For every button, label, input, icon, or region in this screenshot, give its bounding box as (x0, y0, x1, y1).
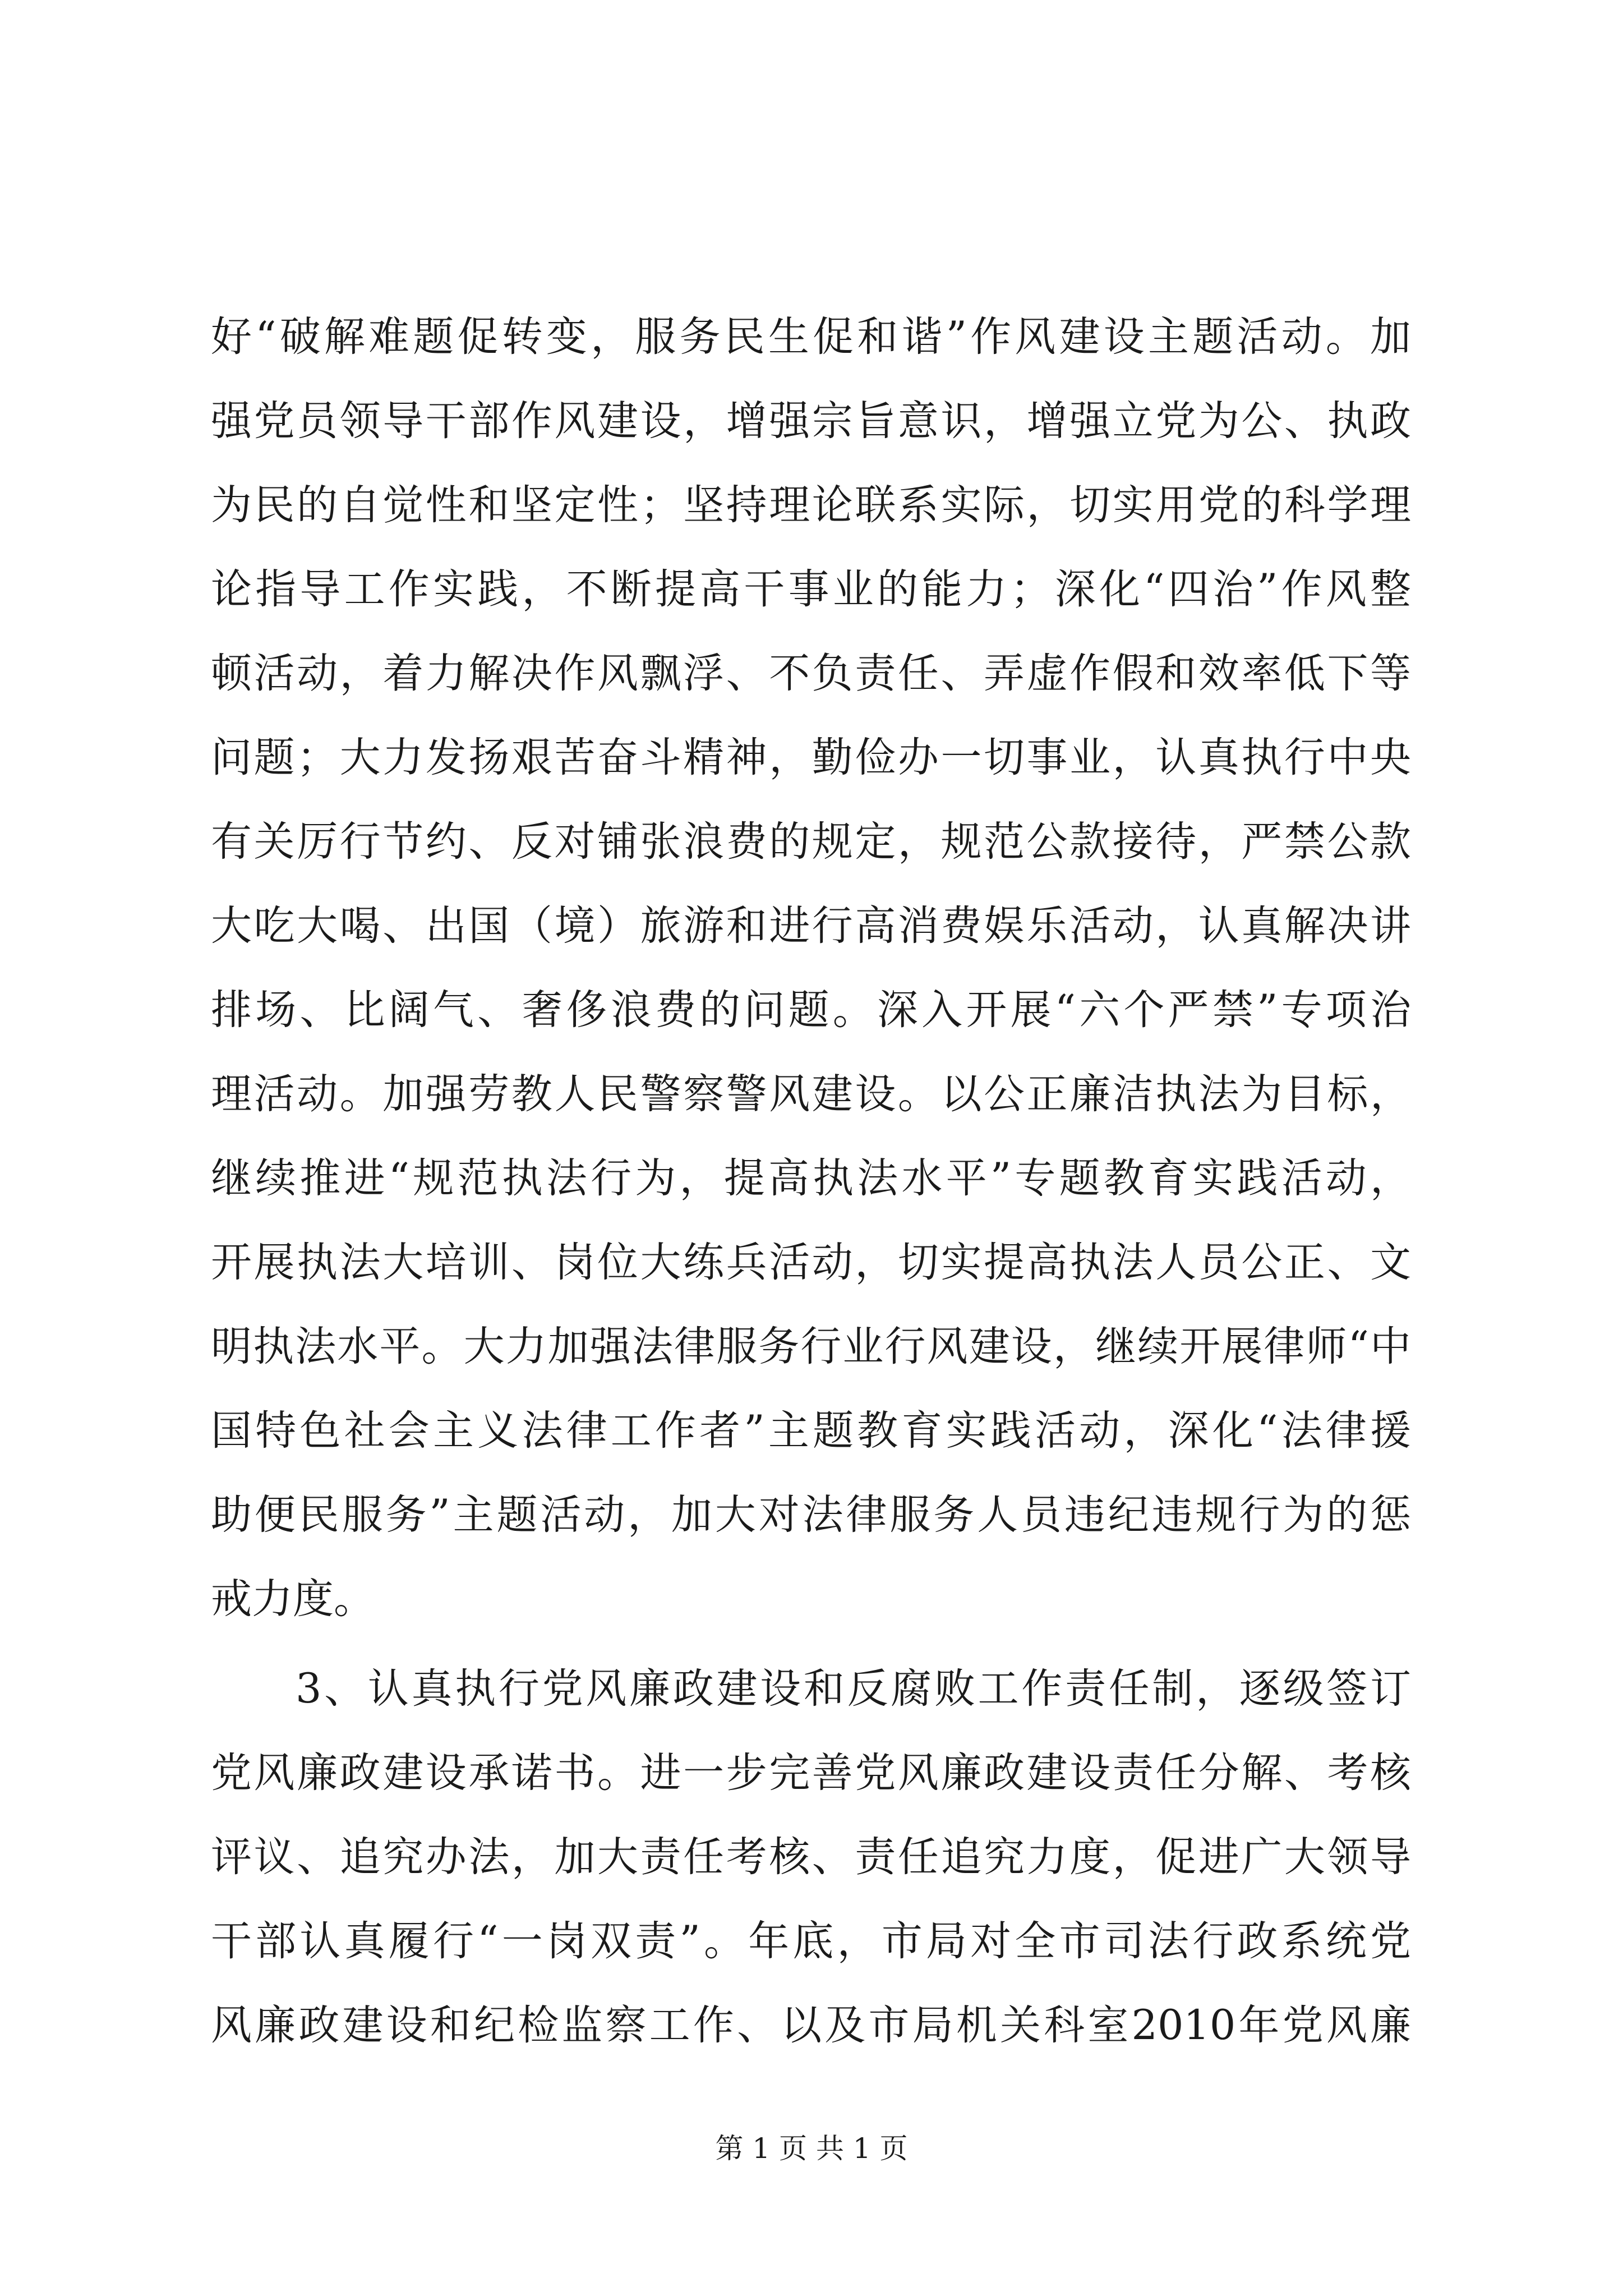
paragraph-line: 干部认真履行“一岗双责”。年底，市局对全市司法行政系统党 (211, 1917, 1411, 1965)
paragraph-line: 3、认真执行党风廉政建设和反腐败工作责任制，逐级签订 (296, 1665, 1411, 1713)
paragraph-line: 好“破解难题促转变，服务民生促和谐”作风建设主题活动。加 (211, 313, 1411, 361)
paragraph-line: 论指导工作实践，不断提高干事业的能力；深化“四治”作风整 (211, 565, 1411, 613)
page-footer: 第 1 页 共 1 页 (715, 2132, 908, 2165)
paragraph-line: 党风廉政建设承诺书。进一步完善党风廉政建设责任分解、考核 (211, 1749, 1411, 1797)
paragraph-line: 风廉政建设和纪检监察工作、以及市局机关科室2010年党风廉 (211, 2001, 1411, 2049)
paragraph-line: 排场、比阔气、奢侈浪费的问题。深入开展“六个严禁”专项治 (211, 986, 1411, 1034)
paragraph-line: 大吃大喝、出国（境）旅游和进行高消费娱乐活动，认真解决讲 (211, 902, 1411, 950)
paragraph-line: 开展执法大培训、岗位大练兵活动，切实提高执法人员公正、文 (211, 1239, 1411, 1286)
paragraph-line: 评议、追究办法，加大责任考核、责任追究力度，促进广大领导 (211, 1833, 1411, 1881)
paragraph-line: 继续推进“规范执法行为，提高执法水平”专题教育实践活动， (211, 1154, 1411, 1202)
paragraph-line: 国特色社会主义法律工作者”主题教育实践活动，深化“法律援 (211, 1407, 1411, 1455)
paragraph-line: 理活动。加强劳教人民警察警风建设。以公正廉洁执法为目标， (211, 1070, 1411, 1118)
paragraph-line: 顿活动，着力解决作风飘浮、不负责任、弄虚作假和效率低下等 (211, 650, 1411, 697)
paragraph-line: 为民的自觉性和坚定性；坚持理论联系实际，切实用党的科学理 (211, 481, 1411, 529)
paragraph-line: 助便民服务”主题活动，加大对法律服务人员违纪违规行为的惩 (211, 1491, 1411, 1539)
paragraph-line: 问题；大力发扬艰苦奋斗精神，勤俭办一切事业，认真执行中央 (211, 734, 1411, 781)
paragraph-line: 戒力度。 (211, 1575, 375, 1623)
paragraph-line: 强党员领导干部作风建设，增强宗旨意识，增强立党为公、执政 (211, 397, 1411, 445)
paragraph-line: 有关厉行节约、反对铺张浪费的规定，规范公款接待，严禁公款 (211, 818, 1411, 866)
paragraph-line: 明执法水平。大力加强法律服务行业行风建设，继续开展律师“中 (211, 1323, 1411, 1370)
